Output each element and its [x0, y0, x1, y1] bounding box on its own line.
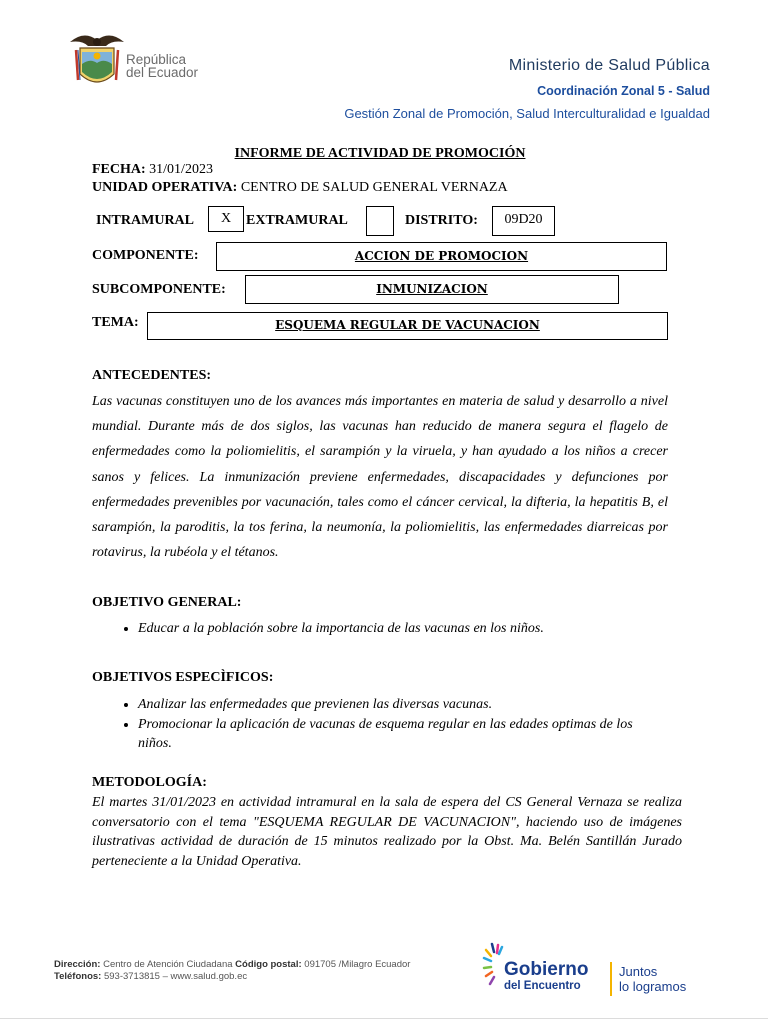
- coordination-name: Coordinación Zonal 5 - Salud: [537, 84, 710, 98]
- objetivo-general-list: [92, 619, 670, 639]
- footer-contact: [54, 959, 410, 983]
- unidad-value: CENTRO DE SALUD GENERAL VERNAZA: [237, 180, 508, 195]
- fecha-row: [92, 162, 213, 178]
- postal-value: 091705 /Milagro Ecuador: [301, 959, 411, 970]
- subcomponente-field[interactable]: [245, 275, 619, 304]
- objetivo-general-heading: OBJETIVO GENERAL:: [92, 595, 242, 610]
- metodologia-text: El martes 31/01/2023 en actividad intramural en la sala de espera del CS General Vernaza se realiza conversatorio con el tema "ESQUEMA REGULAR DE VACUNACION", haciendo uso de imágenes ilustrativas actividad de duración de 15 minutos realizado por la Obst. Ma. Belén Santillán Jurado perteneciente a la Unidad Operativa.: [92, 795, 682, 869]
- direccion-value: Centro de Atención Ciudadana: [100, 959, 236, 970]
- list-item: • Educar a la población sobre la importancia de las vacunas en los niños.: [138, 619, 670, 638]
- telefonos-label: Teléfonos:: [54, 971, 102, 982]
- metodologia-heading: METODOLOGÍA:: [92, 775, 207, 790]
- juntos-line2: lo logramos: [619, 979, 687, 994]
- gestion-name: Gestión Zonal de Promoción, Salud Interculturalidad e Igualdad: [344, 106, 710, 121]
- extramural-label: EXTRAMURAL: [246, 213, 348, 228]
- ministry-name: Ministerio de Salud Pública: [508, 57, 710, 74]
- distrito-label: DISTRITO:: [405, 213, 478, 228]
- intramural-checkbox[interactable]: X: [208, 206, 244, 232]
- fecha-label: FECHA:: [92, 162, 146, 177]
- ecuador-coat-of-arms-icon: [66, 30, 128, 96]
- subcomponente-label: SUBCOMPONENTE:: [92, 282, 226, 297]
- subcomponente-value: INMUNIZACION: [376, 282, 488, 296]
- gobierno-rays-icon: [482, 942, 506, 996]
- componente-label: COMPONENTE:: [92, 248, 199, 263]
- direccion-label: Dirección:: [54, 959, 101, 970]
- logo-divider: [610, 962, 612, 996]
- objetivos-especificos-heading: OBJETIVOS ESPECÌFICOS:: [92, 670, 274, 685]
- extramural-checkbox[interactable]: [366, 206, 394, 236]
- republic-name: [126, 53, 198, 79]
- footer-address-line: [54, 959, 410, 971]
- gobierno-line2: del Encuentro: [504, 980, 581, 992]
- telefonos-value: 593-3713815 – www.salud.gob.ec: [101, 971, 248, 982]
- gobierno-line1: Gobierno: [504, 959, 589, 980]
- footer-phone-line: [54, 971, 410, 983]
- list-item: • Analizar las enfermedades que previenen las diversas vacunas.: [138, 695, 670, 714]
- tema-field[interactable]: [147, 312, 668, 340]
- componente-field[interactable]: [216, 242, 667, 271]
- report-title: INFORME DE ACTIVIDAD DE PROMOCIÓN: [234, 146, 526, 161]
- juntos-slogan: [619, 964, 686, 994]
- republic-line1: República: [126, 52, 187, 67]
- intramural-label: INTRAMURAL: [96, 213, 194, 228]
- list-item: • Promocionar la aplicación de vacunas de esquema regular en las edades optimas de los niños.: [138, 715, 670, 753]
- objetivos-especificos-list: [92, 695, 670, 754]
- republic-line2: del Ecuador: [126, 65, 199, 80]
- fecha-value: 31/01/2023: [145, 162, 213, 177]
- unidad-label: UNIDAD OPERATIVA:: [92, 180, 238, 195]
- antecedentes-heading: ANTECEDENTES:: [92, 368, 212, 383]
- postal-label: Código postal:: [235, 959, 302, 970]
- page-bottom-divider: [0, 1018, 768, 1019]
- tema-value: ESQUEMA REGULAR DE VACUNACION: [275, 318, 540, 332]
- antecedentes-text: Las vacunas constituyen uno de los avances más importantes en materia de salud y desarrollo a nivel mundial. Durante más de dos siglos, las vacunas han reducido de manera segura el flagelo de enfermedades como la poliomielitis, el sarampión y la viruela, y han ayudado a los niños a crecer sanos y felices. La inmunización previene enfermedades, discapacidades y defunciones por enfermedades prevenibles por vacunación, tales como el cáncer cervical, la difteria, la hepatitis B, el sarampión, la paroditis, la tos ferina, la neumonía, la poliomielitis, las enfermedades diarreicas por rotavirus, la rubéola y el tétanos.: [92, 394, 668, 561]
- juntos-line1: Juntos: [619, 964, 658, 979]
- gobierno-logo: [482, 940, 722, 1000]
- componente-value: ACCION DE PROMOCION: [354, 249, 529, 263]
- distrito-field[interactable]: 09D20: [492, 206, 555, 236]
- tema-label: TEMA:: [92, 315, 139, 330]
- unidad-row: [92, 180, 508, 196]
